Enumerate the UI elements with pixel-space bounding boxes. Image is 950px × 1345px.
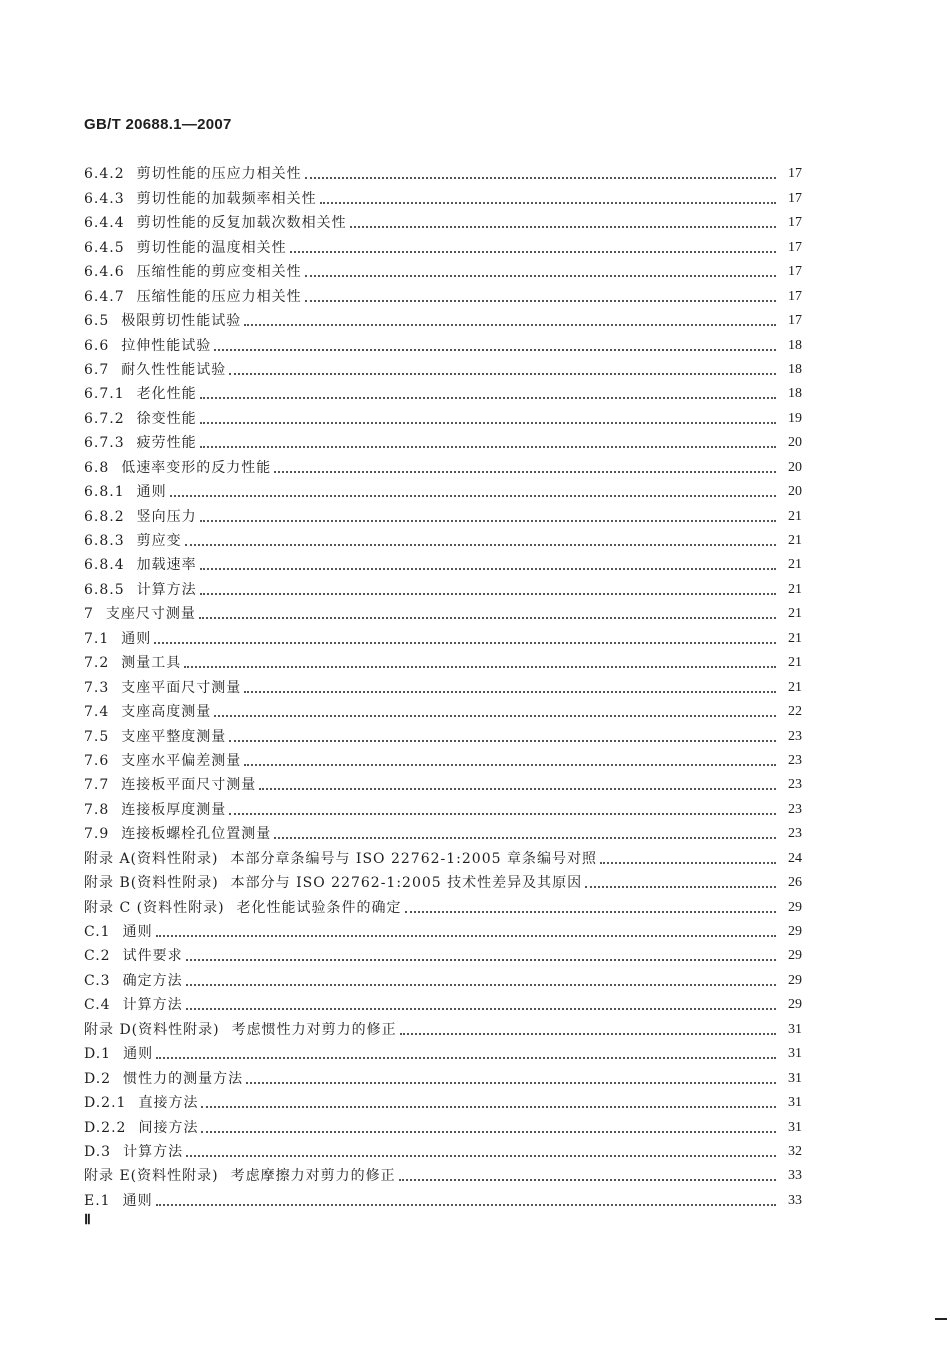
toc-entry[interactable] xyxy=(84,574,802,598)
toc-entry-number: 7.9 xyxy=(84,826,110,843)
toc-entry-title: 测量工具 xyxy=(121,655,182,672)
toc-entry[interactable] xyxy=(84,306,802,330)
toc-leader-dots xyxy=(186,984,776,986)
toc-entry-title: 试件要求 xyxy=(122,948,183,965)
toc-entry-number: 7.4 xyxy=(84,704,110,721)
toc-leader-dots xyxy=(305,177,776,179)
toc-entry-title: 极限剪切性能试验 xyxy=(121,313,242,330)
toc-entry-page: 23 xyxy=(788,728,802,744)
toc-entry-number: 7.1 xyxy=(84,630,110,647)
toc-entry-title: 确定方法 xyxy=(122,972,183,989)
toc-entry-page: 31 xyxy=(788,1046,802,1062)
toc-entry-number: 6.6 xyxy=(84,337,110,354)
toc-entry-number: 7.8 xyxy=(84,801,110,818)
toc-entry-title: 直接方法 xyxy=(138,1095,199,1112)
toc-entry-number: 6.7.2 xyxy=(84,410,125,427)
toc-entry[interactable] xyxy=(84,990,802,1014)
toc-entry-page: 23 xyxy=(788,801,802,817)
toc-entry-title: 老化性能试验条件的确定 xyxy=(236,899,402,916)
toc-entry[interactable] xyxy=(84,183,802,207)
toc-entry[interactable] xyxy=(84,672,802,696)
toc-leader-dots xyxy=(154,642,776,644)
toc-entry-number: D.2 xyxy=(84,1070,112,1087)
toc-entry-title: 老化性能 xyxy=(136,386,197,403)
toc-entry-page: 31 xyxy=(788,1070,802,1086)
toc-entry-page: 26 xyxy=(788,875,802,891)
toc-entry-title: 连接板螺栓孔位置测量 xyxy=(121,826,272,843)
toc-entry-title: 拉伸性能试验 xyxy=(121,337,212,354)
edge-mark xyxy=(935,1318,947,1320)
toc-entry[interactable] xyxy=(84,403,802,427)
toc-entry[interactable] xyxy=(84,257,802,281)
toc-entry-number: 6.5 xyxy=(84,313,110,330)
toc-entry[interactable] xyxy=(84,843,802,867)
toc-leader-dots xyxy=(259,788,776,790)
toc-entry-page: 21 xyxy=(788,533,802,548)
toc-entry-number: 附录 B(资料性附录) xyxy=(84,875,219,892)
toc-entry[interactable] xyxy=(84,1112,802,1136)
toc-entry[interactable] xyxy=(84,794,802,818)
toc-entry[interactable] xyxy=(84,1161,802,1185)
toc-entry-title: 加载速率 xyxy=(136,557,197,574)
toc-leader-dots xyxy=(186,1008,776,1010)
toc-leader-dots xyxy=(214,715,776,717)
toc-entry-title: 连接板厚度测量 xyxy=(121,801,227,818)
toc-entry[interactable] xyxy=(84,868,802,892)
toc-entry-page: 32 xyxy=(788,1143,802,1159)
toc-entry-page: 24 xyxy=(788,850,802,866)
toc-entry-title: 本部分章条编号与 ISO 22762-1:2005 章条编号对照 xyxy=(230,850,597,867)
toc-entry[interactable] xyxy=(84,648,802,672)
table-of-contents xyxy=(84,159,802,1210)
toc-entry[interactable] xyxy=(84,1137,802,1161)
toc-entry-title: 剪切性能的反复加载次数相关性 xyxy=(136,215,347,232)
toc-leader-dots xyxy=(399,1179,776,1181)
toc-entry-title: 竖向压力 xyxy=(136,508,197,525)
toc-entry[interactable] xyxy=(84,428,802,452)
toc-entry-number: 7.5 xyxy=(84,728,110,745)
toc-leader-dots xyxy=(244,324,776,326)
toc-leader-dots xyxy=(200,422,776,424)
toc-entry[interactable] xyxy=(84,1088,802,1112)
toc-leader-dots xyxy=(214,349,776,351)
toc-entry-page: 19 xyxy=(788,410,802,426)
toc-leader-dots xyxy=(200,446,776,448)
toc-entry-page: 29 xyxy=(788,997,802,1013)
toc-entry-title: 剪切性能的加载频率相关性 xyxy=(136,190,317,207)
toc-leader-dots xyxy=(229,740,776,742)
toc-entry[interactable] xyxy=(84,623,802,647)
toc-entry-number: E.1 xyxy=(84,1192,111,1209)
toc-entry-page: 33 xyxy=(788,1192,802,1208)
toc-entry-title: 惯性力的测量方法 xyxy=(123,1070,244,1087)
toc-entry[interactable] xyxy=(84,746,802,770)
toc-entry[interactable] xyxy=(84,208,802,232)
toc-entry[interactable] xyxy=(84,452,802,476)
toc-leader-dots xyxy=(186,1155,776,1157)
toc-entry-page: 17 xyxy=(788,313,802,329)
toc-entry-title: 间接方法 xyxy=(138,1119,199,1136)
toc-leader-dots xyxy=(274,471,776,473)
toc-leader-dots xyxy=(585,886,776,888)
toc-entry-number: 6.4.2 xyxy=(84,166,125,183)
toc-entry-title: 考虑惯性力对剪力的修正 xyxy=(231,1021,397,1038)
toc-entry[interactable] xyxy=(84,892,802,916)
toc-entry[interactable] xyxy=(84,159,802,183)
toc-entry-page: 31 xyxy=(788,1021,802,1037)
toc-leader-dots xyxy=(400,1033,776,1035)
toc-entry-page: 29 xyxy=(788,924,802,939)
toc-entry-title: 压缩性能的压应力相关性 xyxy=(136,288,302,305)
toc-entry-title: 徐变性能 xyxy=(136,410,197,427)
page-number: Ⅱ xyxy=(84,1213,91,1228)
toc-entry-page: 31 xyxy=(788,1119,802,1135)
toc-entry-number: 6.8.4 xyxy=(84,557,125,574)
toc-entry-number: 6.8.5 xyxy=(84,581,125,598)
toc-entry-number: D.3 xyxy=(84,1143,112,1160)
toc-entry[interactable] xyxy=(84,770,802,794)
toc-entry-title: 连接板平面尺寸测量 xyxy=(121,777,257,794)
toc-leader-dots xyxy=(185,544,776,546)
toc-entry[interactable] xyxy=(84,232,802,256)
toc-entry-number: 6.4.6 xyxy=(84,264,125,281)
toc-leader-dots xyxy=(244,691,776,693)
toc-leader-dots xyxy=(156,1057,776,1059)
toc-leader-dots xyxy=(201,1106,776,1108)
toc-leader-dots xyxy=(184,666,776,668)
toc-entry-number: 附录 E(资料性附录) xyxy=(84,1168,219,1185)
document-code: GB/T 20688.1—2007 xyxy=(84,116,232,133)
toc-entry-number: 7.7 xyxy=(84,777,110,794)
toc-entry-number: 6.4.7 xyxy=(84,288,125,305)
toc-entry[interactable] xyxy=(84,330,802,354)
toc-entry-number: D.2.2 xyxy=(84,1119,127,1136)
toc-entry[interactable] xyxy=(84,941,802,965)
toc-entry-number: 7 xyxy=(84,606,94,623)
toc-entry-number: 6.8.2 xyxy=(84,508,125,525)
toc-entry-page: 29 xyxy=(788,899,802,915)
toc-entry-number: C.4 xyxy=(84,997,111,1014)
toc-entry-number: 7.6 xyxy=(84,752,110,769)
toc-entry-title: 剪切性能的压应力相关性 xyxy=(136,166,302,183)
toc-entry-number: C.1 xyxy=(84,924,111,940)
toc-entry-page: 21 xyxy=(788,557,802,573)
toc-entry-page: 20 xyxy=(788,459,802,475)
toc-leader-dots xyxy=(200,568,776,570)
toc-entry-number: 6.4.3 xyxy=(84,190,125,207)
toc-entry[interactable] xyxy=(84,965,802,989)
toc-entry-page: 17 xyxy=(788,239,802,255)
toc-entry[interactable] xyxy=(84,550,802,574)
toc-leader-dots xyxy=(199,617,776,619)
toc-leader-dots xyxy=(290,251,776,253)
toc-entry-number: D.2.1 xyxy=(84,1095,127,1112)
toc-entry[interactable] xyxy=(84,721,802,745)
toc-entry-page: 22 xyxy=(788,704,802,720)
toc-leader-dots xyxy=(405,911,776,913)
toc-entry-title: 支座平整度测量 xyxy=(121,728,227,745)
toc-entry[interactable] xyxy=(84,477,802,501)
toc-entry-page: 17 xyxy=(788,190,802,206)
toc-entry-number: 附录 A(资料性附录) xyxy=(84,850,219,867)
toc-entry[interactable] xyxy=(84,379,802,403)
toc-entry-page: 23 xyxy=(788,777,802,793)
toc-entry-page: 18 xyxy=(788,386,802,402)
toc-entry-page: 21 xyxy=(788,655,802,671)
toc-entry-number: C.2 xyxy=(84,948,111,965)
toc-entry-number: 6.8 xyxy=(84,459,110,476)
toc-entry-number: 附录 C (资料性附录) xyxy=(84,899,225,916)
toc-entry-title: 考虑摩擦力对剪力的修正 xyxy=(230,1168,396,1185)
toc-entry[interactable] xyxy=(84,697,802,721)
toc-entry-page: 23 xyxy=(788,826,802,842)
toc-entry-number: 7.2 xyxy=(84,655,110,672)
toc-entry[interactable] xyxy=(84,501,802,525)
toc-entry-title: 低速率变形的反力性能 xyxy=(121,459,272,476)
toc-entry-title: 本部分与 ISO 22762-1:2005 技术性差异及其原因 xyxy=(230,875,583,892)
toc-leader-dots xyxy=(186,959,776,961)
toc-entry-title: 通则 xyxy=(122,1192,153,1209)
toc-entry-number: C.3 xyxy=(84,972,111,989)
toc-entry-title: 通则 xyxy=(123,1046,154,1063)
toc-entry-title: 计算方法 xyxy=(136,581,197,598)
toc-entry-title: 剪应变 xyxy=(136,533,182,549)
toc-entry-title: 支座水平偏差测量 xyxy=(121,752,242,769)
toc-entry-page: 20 xyxy=(788,484,802,500)
toc-entry-number: 6.7 xyxy=(84,361,110,378)
toc-entry-title: 支座尺寸测量 xyxy=(105,606,196,623)
toc-leader-dots xyxy=(200,593,776,595)
toc-entry-number: 6.4.5 xyxy=(84,239,125,256)
toc-entry-page: 21 xyxy=(788,630,802,646)
toc-entry-page: 20 xyxy=(788,435,802,451)
toc-leader-dots xyxy=(229,373,776,375)
toc-entry-number: 7.3 xyxy=(84,679,110,696)
toc-entry[interactable] xyxy=(84,281,802,305)
toc-entry-page: 21 xyxy=(788,508,802,524)
toc-entry-page: 17 xyxy=(788,215,802,231)
toc-entry-page: 21 xyxy=(788,606,802,622)
toc-entry-page: 17 xyxy=(788,264,802,280)
toc-entry-number: 6.7.3 xyxy=(84,435,125,452)
toc-entry-page: 21 xyxy=(788,679,802,695)
toc-leader-dots xyxy=(201,1131,776,1133)
toc-entry[interactable] xyxy=(84,1063,802,1087)
toc-entry[interactable] xyxy=(84,917,802,941)
toc-leader-dots xyxy=(200,397,776,399)
toc-leader-dots xyxy=(600,862,776,864)
toc-leader-dots xyxy=(156,1204,776,1206)
toc-entry-title: 剪切性能的温度相关性 xyxy=(136,239,287,256)
toc-entry-page: 17 xyxy=(788,288,802,304)
toc-leader-dots xyxy=(305,300,776,302)
toc-entry-number: 附录 D(资料性附录) xyxy=(84,1021,220,1038)
toc-entry-page: 29 xyxy=(788,948,802,964)
toc-entry-page: 23 xyxy=(788,752,802,768)
toc-leader-dots xyxy=(244,764,776,766)
toc-entry-number: 6.8.1 xyxy=(84,484,125,501)
toc-entry-number: 6.8.3 xyxy=(84,533,125,549)
toc-entry-title: 耐久性性能试验 xyxy=(121,361,227,378)
toc-leader-dots xyxy=(320,202,776,204)
toc-entry-title: 通则 xyxy=(122,924,153,940)
toc-leader-dots xyxy=(246,1082,776,1084)
toc-entry-title: 通则 xyxy=(121,630,152,647)
toc-entry-page: 21 xyxy=(788,581,802,597)
toc-leader-dots xyxy=(170,495,776,497)
toc-entry-title: 支座高度测量 xyxy=(121,704,212,721)
toc-leader-dots xyxy=(156,935,776,937)
toc-leader-dots xyxy=(229,813,776,815)
toc-leader-dots xyxy=(350,226,776,228)
toc-entry-number: 6.4.4 xyxy=(84,215,125,232)
toc-entry-page: 17 xyxy=(788,166,802,182)
toc-entry[interactable] xyxy=(84,599,802,623)
toc-entry[interactable] xyxy=(84,1014,802,1038)
toc-entry-page: 33 xyxy=(788,1168,802,1184)
toc-entry-title: 计算方法 xyxy=(123,1143,184,1160)
toc-entry[interactable] xyxy=(84,819,802,843)
toc-leader-dots xyxy=(274,837,776,839)
toc-entry[interactable] xyxy=(84,526,802,550)
toc-entry-number: 6.7.1 xyxy=(84,386,125,403)
toc-entry-title: 疲劳性能 xyxy=(136,435,197,452)
toc-entry-title: 支座平面尺寸测量 xyxy=(121,679,242,696)
toc-entry[interactable] xyxy=(84,1039,802,1063)
toc-entry[interactable] xyxy=(84,355,802,379)
toc-entry[interactable] xyxy=(84,1185,802,1209)
toc-entry-title: 压缩性能的剪应变相关性 xyxy=(136,264,302,281)
toc-entry-page: 29 xyxy=(788,972,802,988)
toc-entry-page: 31 xyxy=(788,1095,802,1111)
toc-leader-dots xyxy=(200,520,776,522)
toc-entry-title: 通则 xyxy=(136,484,167,501)
toc-entry-number: D.1 xyxy=(84,1046,112,1063)
toc-leader-dots xyxy=(305,275,776,277)
toc-entry-page: 18 xyxy=(788,361,802,377)
toc-entry-title: 计算方法 xyxy=(122,997,183,1014)
toc-entry-page: 18 xyxy=(788,337,802,353)
